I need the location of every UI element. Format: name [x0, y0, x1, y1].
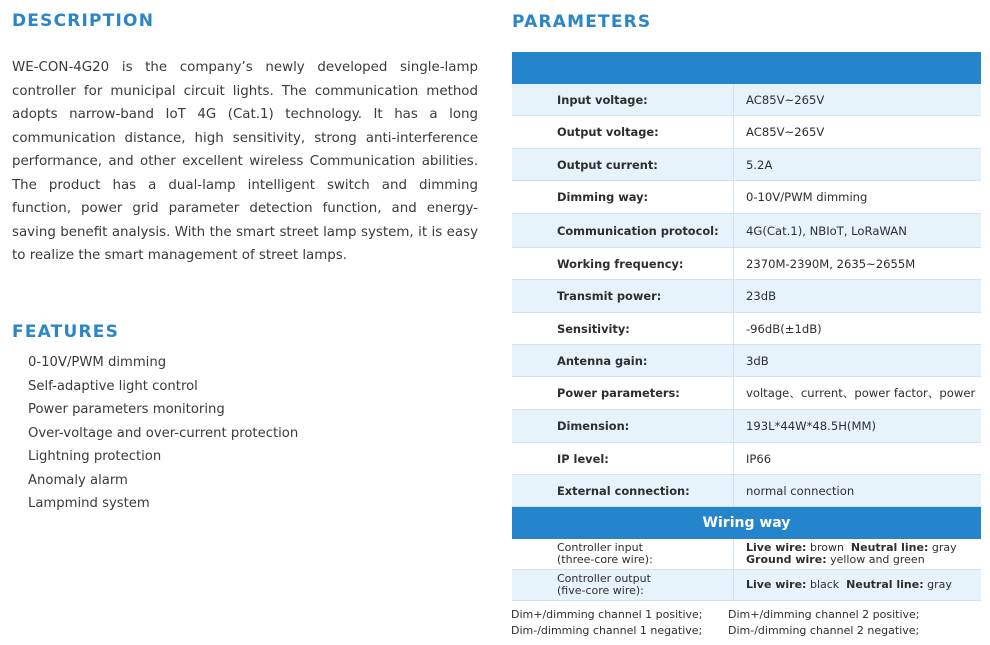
- feature-item: Anomaly alarm: [28, 472, 128, 488]
- feature-item: Lampmind system: [28, 496, 150, 511]
- dim-channel-1: [511, 607, 703, 638]
- param-key: Output current:: [512, 149, 734, 180]
- param-value: -96dB(±1dB): [746, 321, 822, 336]
- param-key: Output voltage:: [512, 116, 734, 148]
- param-key: External connection:: [512, 475, 734, 506]
- wiring-output-value: [734, 570, 981, 600]
- feature-item: 0-10V/PWM dimming: [28, 355, 167, 370]
- wiring-input-label-line2: (three-core wire):: [557, 553, 653, 566]
- parameters-heading: PARAMETERS: [512, 12, 652, 32]
- param-value: 193L*44W*48.5H(MM): [746, 419, 876, 433]
- dim-channel-2-negative: Dim-/dimming channel 2 negative;: [728, 623, 920, 637]
- param-value: 3dB: [746, 353, 769, 368]
- param-row: [512, 410, 981, 443]
- param-row: [512, 377, 981, 410]
- dim-channel-2-positive: Dim+/dimming channel 2 positive;: [728, 608, 920, 621]
- feature-item: Power parameters monitoring: [28, 402, 225, 417]
- param-row: [512, 248, 981, 280]
- description-heading: DESCRIPTION: [12, 11, 155, 31]
- feature-item: Over-voltage and over-current protection: [28, 425, 299, 441]
- parameters-table-header: [512, 52, 981, 84]
- dim-channel-2: [728, 607, 920, 638]
- neutral-line-label: Neutral line:: [846, 577, 924, 591]
- param-value: AC85V~265V: [746, 92, 825, 107]
- features-list: [28, 351, 298, 516]
- param-row: [512, 443, 981, 475]
- param-key: Dimension:: [512, 410, 734, 442]
- param-key: Antenna gain:: [512, 345, 734, 376]
- param-row: [512, 116, 981, 149]
- param-value: AC85V~265V: [746, 125, 825, 139]
- param-key: Communication protocol:: [512, 214, 734, 247]
- neutral-line-label: Neutral line:: [850, 540, 929, 554]
- wiring-heading: Wiring way: [512, 507, 981, 539]
- param-value: 2370M-2390M, 2635~2655M: [746, 256, 916, 271]
- live-wire-label: Live wire:: [746, 577, 807, 591]
- param-value: 5.2A: [746, 157, 773, 172]
- wiring-input-value: [734, 539, 981, 569]
- wiring-output-label-line1: Controller output: [557, 571, 651, 585]
- wiring-row-input: [512, 539, 981, 570]
- param-row: [512, 280, 981, 313]
- live-wire-value: black: [806, 577, 847, 591]
- wiring-input-label: [512, 539, 734, 569]
- features-heading: FEATURES: [12, 322, 120, 342]
- live-wire-value: brown: [806, 540, 851, 554]
- param-row: [512, 475, 981, 507]
- wiring-output-label-line2: (five-core wire):: [557, 584, 644, 597]
- wiring-input-line2: [746, 554, 981, 567]
- param-row: [512, 149, 981, 181]
- param-row: [512, 84, 981, 116]
- param-key: Sensitivity:: [512, 313, 734, 344]
- dim-channel-1-negative: Dim-/dimming channel 1 negative;: [511, 623, 703, 637]
- wiring-input-label-line1: Controller input: [557, 540, 643, 554]
- parameters-table: [512, 52, 981, 601]
- wiring-output-label: [512, 570, 734, 600]
- param-key: IP level:: [512, 443, 734, 474]
- param-row: [512, 313, 981, 345]
- description-text: WE-CON-4G20 is the company’s newly developed single-lamp controller for municipal circuit lights. The communication method adopts narrow-band IoT 4G (Cat.1) technology. It has a long communication distance, high sensitivity, strong anti-interference performance, and other excellent wireless Communication abilities. The product has a dual-lamp intelligent switch and dimming function, power grid parameter detection function, and energy-saving benefit analysis. With the smart street lamp system, it is easy to realize the smart management of street lamps.: [12, 60, 478, 263]
- param-row: [512, 181, 981, 214]
- param-key: Transmit power:: [512, 280, 734, 312]
- param-key: Working frequency:: [512, 248, 734, 279]
- ground-wire-value: yellow and green: [826, 553, 925, 566]
- param-value: 0-10V/PWM dimming: [746, 190, 868, 204]
- param-value: 4G(Cat.1), NBIoT, LoRaWAN: [746, 223, 907, 238]
- neutral-line-value: gray: [928, 540, 957, 554]
- param-value: 23dB: [746, 289, 777, 303]
- param-key: Dimming way:: [512, 181, 734, 213]
- param-row: [512, 345, 981, 377]
- param-value: normal connection: [746, 483, 855, 498]
- param-key: Input voltage:: [512, 84, 734, 115]
- neutral-line-value: gray: [923, 577, 952, 591]
- ground-wire-label: Ground wire:: [746, 553, 827, 566]
- live-wire-label: Live wire:: [746, 540, 807, 554]
- param-value: IP66: [746, 451, 772, 466]
- feature-item: Lightning protection: [28, 449, 162, 464]
- wiring-output-line1: [746, 579, 981, 592]
- feature-item: Self-adaptive light control: [28, 378, 198, 394]
- param-key: Power parameters:: [512, 377, 734, 409]
- param-row: [512, 214, 981, 248]
- dim-channel-1-positive: Dim+/dimming channel 1 positive;: [511, 608, 703, 621]
- wiring-row-output: [512, 570, 981, 601]
- param-value: voltage、current、power factor、power: [746, 386, 976, 400]
